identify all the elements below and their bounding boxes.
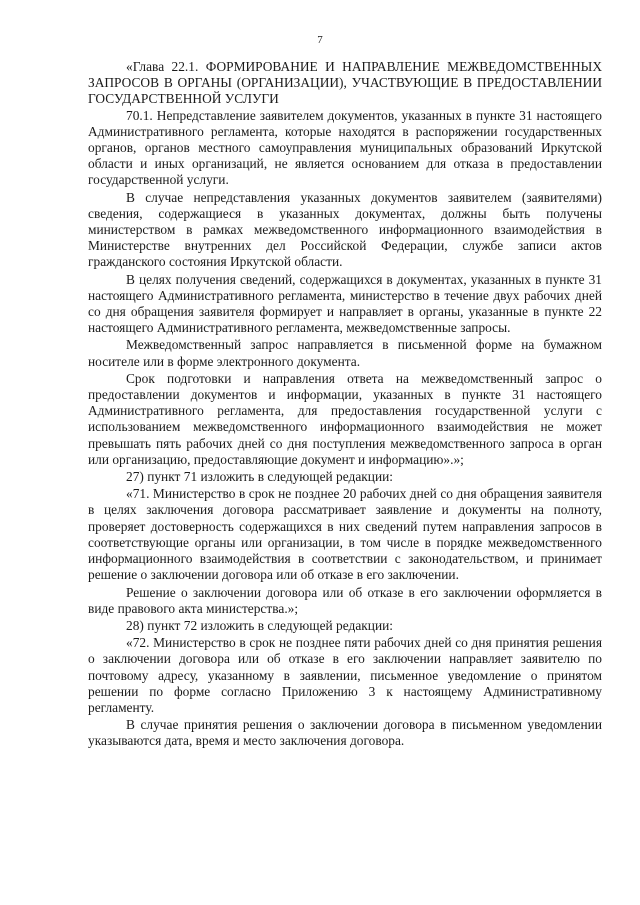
paragraph-amendment-27: 27) пункт 71 изложить в следующей редакции:	[126, 469, 394, 485]
paragraph-non-submission: В случае непредставления указанных документов заявителем (заявителями) сведения, содержащиеся в указанных документах, должны быть получены министерством в рамках межведомственного информационного взаимодействия в Министерстве внутренних дел Российской Федерации, службе записи актов гражданского состояния Иркутской области.	[88, 189, 602, 270]
chapter-heading	[88, 59, 602, 108]
document-body	[88, 59, 602, 750]
paragraph-request-form: Межведомственный запрос направляется в письменной форме на бумажном носителе или в форме электронного документа.	[88, 337, 602, 369]
paragraph-71: «71. Министерство в срок не позднее 20 рабочих дней со дня обращения заявителя в целях заключения договора рассматривает заявление и документы на полноту, проверяет достоверность содержащихся в них сведений путем направления запросов в соответствующие органы или организации, в том числе в порядке межведомственного информационного взаимодействия в соответствии с законодательством, и принимает решение о заключении договора или об отказе в его заключении.	[88, 486, 602, 583]
paragraph-amendment-28: 28) пункт 72 изложить в следующей редакции:	[126, 617, 394, 633]
paragraph-obtaining-info: В целях получения сведений, содержащихся в документах, указанных в пункте 31 настоящего Административного регламента, министерство в течение двух рабочих дней со дня обращения заявителя формирует и направляет в органы, указанные в пункте 22 настоящего Административного регламента, межведомственные запросы.	[88, 271, 602, 336]
page-number: 7	[317, 34, 323, 46]
paragraph-70-1: 70.1. Непредставление заявителем документов, указанных в пункте 31 настоящего Административного регламента, которые находятся в распоряжении государственных органов, органов местного самоуправления муниципальных образований Иркутской области и иных организаций, не является основанием для отказа в предоставлении государственной услуги.	[88, 107, 602, 188]
chapter-heading-prefix: «Глава 22.1.	[126, 59, 206, 74]
chapter-heading-caps: ФОРМИРОВАНИЕ И НАПРАВЛЕНИЕ МЕЖВЕДОМСТВЕННЫХ ЗАПРОСОВ В ОРГАНЫ (ОРГАНИЗАЦИИ), УЧАСТВУЮЩИЕ В ПРЕДОСТАВЛЕНИИ ГОСУДАРСТВЕННОЙ УСЛУГИ	[88, 59, 602, 107]
paragraph-71-decision: Решение о заключении договора или об отказе в его заключении оформляется в виде правового акта министерства.»;	[88, 584, 602, 616]
paragraph-72: «72. Министерство в срок не позднее пяти рабочих дней со дня принятия решения о заключении договора или об отказе в его заключении направляет заявителю по почтовому адресу, указанному в заявлении, письменное уведомление о принятом решении по форме согласно Приложению 3 к настоящему Административному регламенту.	[88, 635, 602, 715]
paragraph-72-notice: В случае принятия решения о заключении договора в письменном уведомлении указываются дата, время и место заключения договора.	[88, 717, 602, 749]
paragraph-response-deadline: Срок подготовки и направления ответа на межведомственный запрос о предоставлении документов и информации, указанных в пункте 31 настоящего Административного регламента, для предоставления государственной услуги с использованием межведомственного информационного взаимодействия не может превышать пять рабочих дней со дня поступления межведомственного запроса в орган или организацию, предоставляющие документ и информацию».»;	[88, 370, 602, 467]
